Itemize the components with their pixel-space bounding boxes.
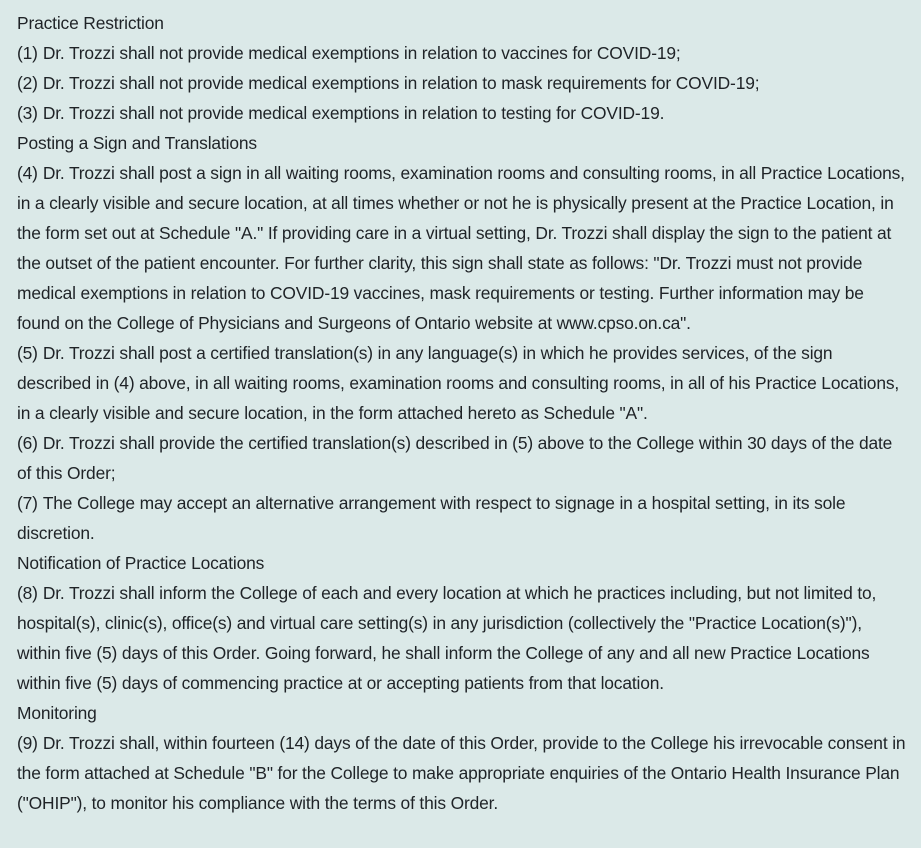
clause-text: Dr. Trozzi shall not provide medical exemptions in relation to testing for COVID-19. <box>42 103 665 123</box>
clause-2 <box>17 68 907 98</box>
clause-text: Dr. Trozzi shall, within fourteen (14) days of the date of this Order, provide to the College his irrevocable consent in the form attached at Schedule "B" for the College to make appropriate enquiries of the Ontario Health Insurance Plan ("OHIP"), to monitor his compliance with the terms of this Order. <box>17 733 906 813</box>
clause-9 <box>17 728 907 818</box>
clause-text: The College may accept an alternative arrangement with respect to signage in a hospital setting, in its sole discretion. <box>17 493 846 543</box>
clause-number: (3) <box>17 103 38 123</box>
clause-number: (6) <box>17 433 38 453</box>
clause-number: (1) <box>17 43 38 63</box>
clause-text: Dr. Trozzi shall not provide medical exemptions in relation to mask requirements for COVID-19; <box>42 73 760 93</box>
clause-text: Dr. Trozzi shall not provide medical exemptions in relation to vaccines for COVID-19; <box>42 43 681 63</box>
clause-7 <box>17 488 907 548</box>
clause-number: (5) <box>17 343 38 363</box>
order-document <box>17 8 907 818</box>
section-heading-posting-sign: Posting a Sign and Translations <box>17 133 257 153</box>
clause-text: Dr. Trozzi shall provide the certified translation(s) described in (5) above to the College within 30 days of the date of this Order; <box>17 433 893 483</box>
section-heading-notification: Notification of Practice Locations <box>17 553 265 573</box>
clause-6 <box>17 428 907 488</box>
clause-4 <box>17 158 907 338</box>
clause-3 <box>17 98 907 128</box>
clause-5 <box>17 338 907 428</box>
section-heading-practice-restriction: Practice Restriction <box>17 13 164 33</box>
section-heading-monitoring: Monitoring <box>17 703 97 723</box>
clause-1 <box>17 38 907 68</box>
clause-text: Dr. Trozzi shall post a certified translation(s) in any language(s) in which he provides services, of the sign described in (4) above, in all waiting rooms, examination rooms and consulting rooms, in all of his Practice Locations, in a clearly visible and secure location, in the form attached hereto as Schedule "A". <box>17 343 900 423</box>
clause-number: (9) <box>17 733 38 753</box>
clause-8 <box>17 578 907 698</box>
clause-text: Dr. Trozzi shall inform the College of each and every location at which he practices including, but not limited to, hospital(s), clinic(s), office(s) and virtual care setting(s) in any jurisdiction (collectively the "Practice Location(s)"), within five (5) days of this Order. Going forward, he shall inform the College of any and all new Practice Locations within five (5) days of commencing practice at or accepting patients from that location. <box>17 583 877 693</box>
clause-number: (8) <box>17 583 38 603</box>
clause-number: (2) <box>17 73 38 93</box>
clause-number: (7) <box>17 493 38 513</box>
clause-text: Dr. Trozzi shall post a sign in all waiting rooms, examination rooms and consulting rooms, in all Practice Locations, in a clearly visible and secure location, at all times whether or not he is physically present at the Practice Location, in the form set out at Schedule "A." If providing care in a virtual setting, Dr. Trozzi shall display the sign to the patient at the outset of the patient encounter. For further clarity, this sign shall state as follows: "Dr. Trozzi must not provide medical exemptions in relation to COVID-19 vaccines, mask requirements or testing. Further information may be found on the College of Physicians and Surgeons of Ontario website at www.cpso.on.ca". <box>17 163 905 333</box>
clause-number: (4) <box>17 163 38 183</box>
